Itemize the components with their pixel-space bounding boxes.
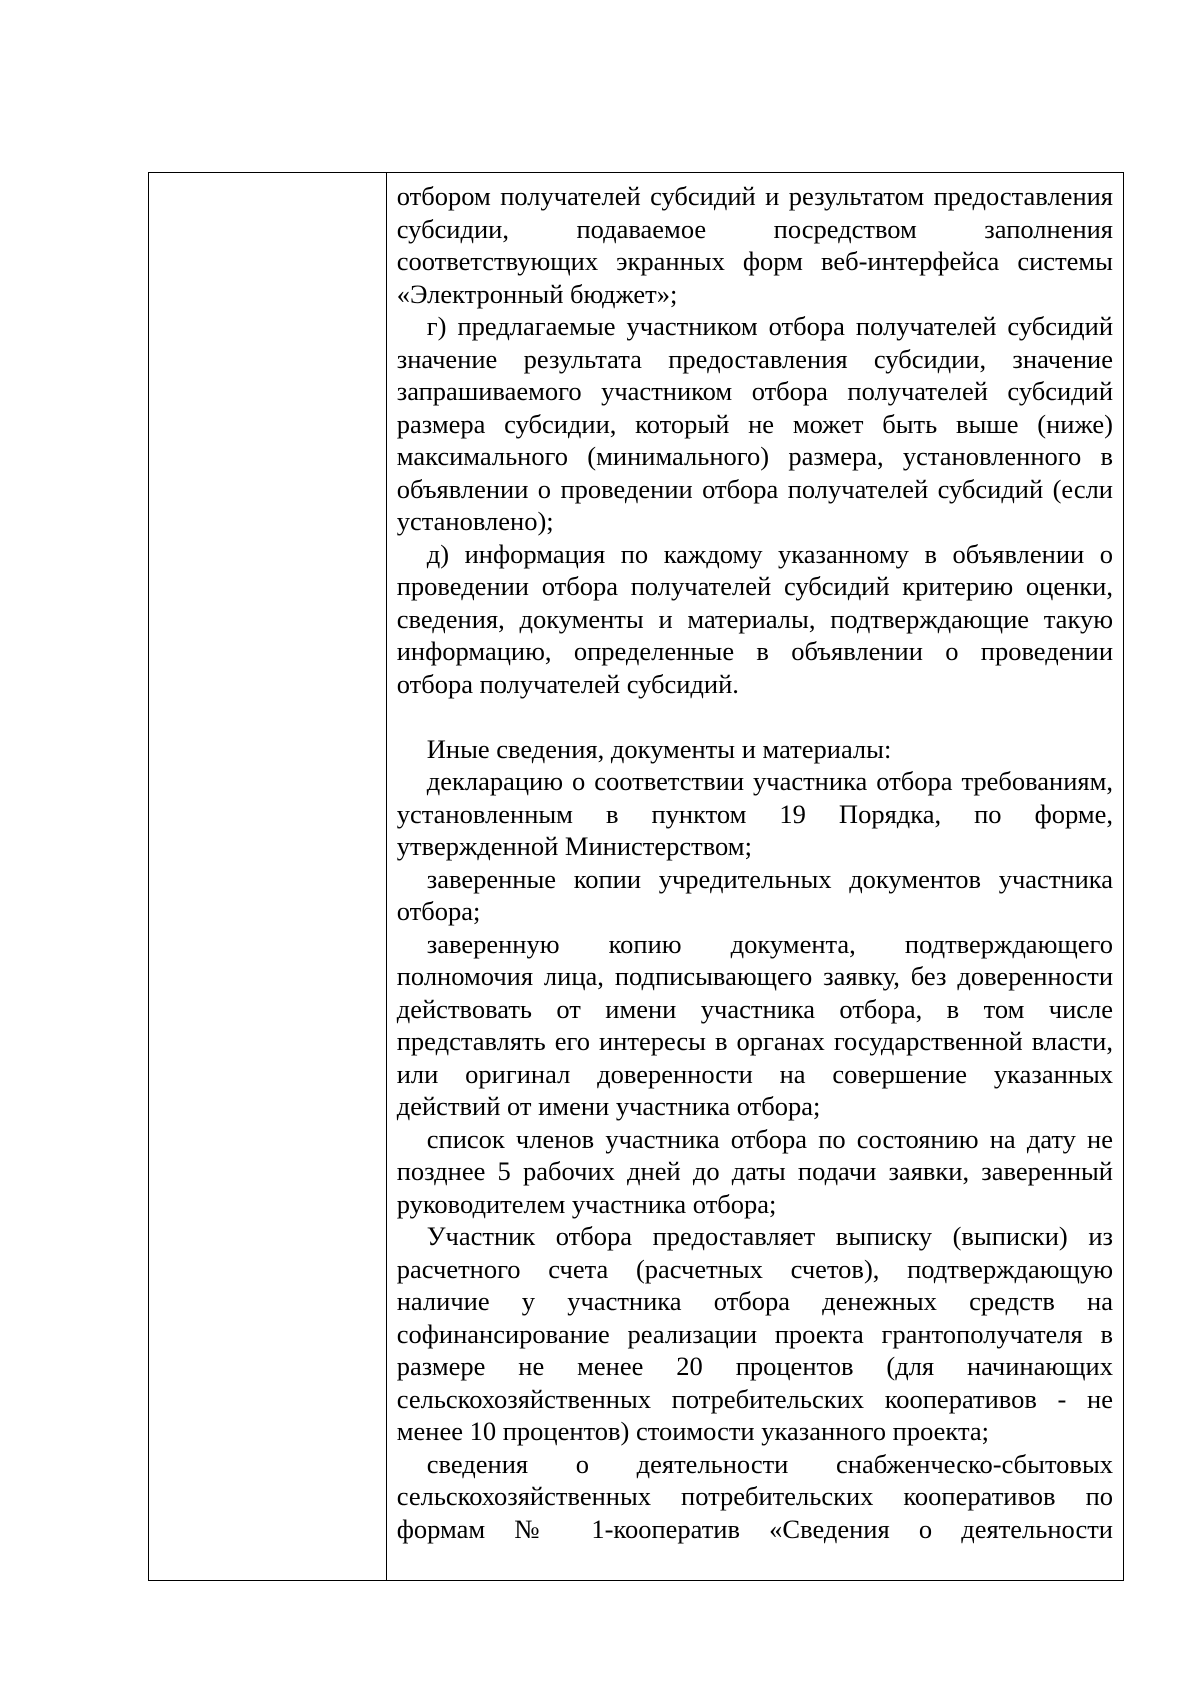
paragraph-selection-application: отбором получателей субсидий и результатом предоставления субсидии, подаваемое посредством заполнения соответствующих экранных форм веб-интерфейса системы «Электронный бюджет»; bbox=[396, 181, 1113, 309]
paragraph-authority-document: заверенную копию документа, подтверждающего полномочия лица, подписывающего заявку, без доверенности действовать от имени участника отбора, в том числе представлять его интересы в органах государственной власти, или оригинал доверенности на совершение указанных действий от имени участника отбора; bbox=[396, 928, 1113, 1121]
table-left-cell bbox=[149, 173, 387, 1580]
paragraph-members-list: список членов участника отбора по состоянию на дату не позднее 5 рабочих дней до даты подачи заявки, заверенный руководителем участника отбора; bbox=[396, 1123, 1113, 1219]
paragraph-founding-documents: заверенные копии учредительных документов участника отбора; bbox=[396, 863, 1113, 926]
paragraph-item-d: д) информация по каждому указанному в объявлении о проведении отбора получателей субсидий критерию оценки, сведения, документы и материалы, подтверждающие такую информацию, определенные в объявлении о проведении отбора получателей субсидий. bbox=[396, 538, 1113, 699]
paragraph-bank-statement: Участник отбора предоставляет выписку (выписки) из расчетного счета (расчетных счетов), подтверждающую наличие у участника отбора денежных средств на софинансирование реализации проекта грантополучателя в размере не менее 20 процентов (для начинающих сельскохозяйственных потребительских кооперативов - не менее 10 процентов) стоимости указанного проекта; bbox=[396, 1221, 1113, 1446]
table-right-cell bbox=[387, 173, 1123, 1580]
paragraph-cooperative-activity: сведения о деятельности снабженческо-сбытовых сельскохозяйственных потребительских кооперативов по формам № 1-кооператив «Сведения о деятельности bbox=[396, 1448, 1113, 1544]
paragraph-declaration: декларацию о соответствии участника отбора требованиям, установленным в пунктом 19 Порядка, по форме, утвержденной Министерством; bbox=[396, 766, 1113, 861]
document-table bbox=[148, 172, 1124, 1581]
paragraph-item-g: г) предлагаемые участником отбора получателей субсидий значение результата предоставления субсидии, значение запрашиваемого участником отбора получателей субсидий размера субсидии, который не может быть выше (ниже) максимального (минимального) размера, установленного в объявлении о проведении отбора получателей субсидий (если установлено); bbox=[396, 311, 1113, 536]
paragraph-other-documents-heading: Иные сведения, документы и материалы: bbox=[426, 733, 892, 764]
paragraph-gap bbox=[397, 700, 1113, 733]
